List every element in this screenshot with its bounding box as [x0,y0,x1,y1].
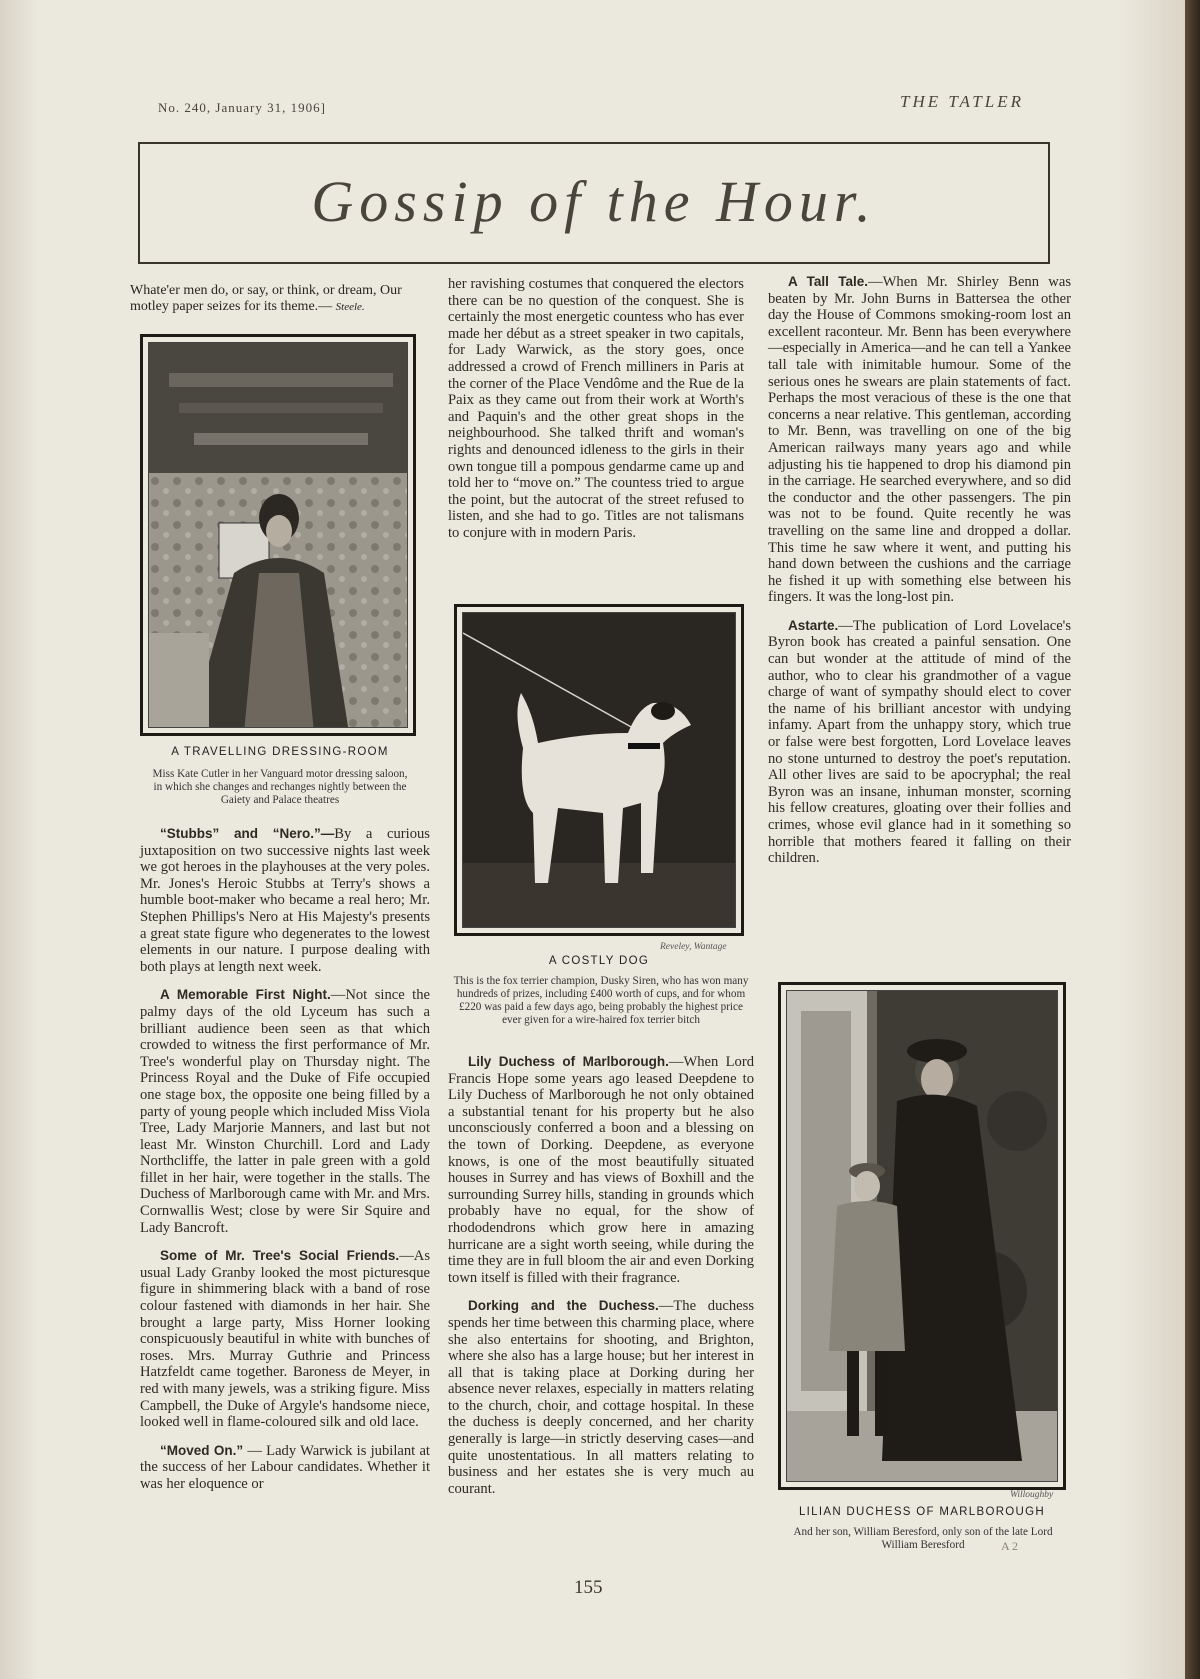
caption-dog: This is the fox terrier champion, Dusky Siren, who has won many hundreds of prizes, including £400 worth of cups, and for whom £220 was paid a few days ago, being probably the highest price ever given for a wire-haired fox terrier bitch [453,975,749,1026]
photo-duchess [778,982,1066,1490]
motto [130,283,430,315]
caption-title-duchess: LILIAN DUCHESS OF MARLBOROUGH [798,1506,1045,1518]
signature-mark: A 2 [1001,1539,1019,1553]
caption-dressing-room: Miss Kate Cutler in her Vanguard motor dressing saloon, in which she changes and rechanges nightly between the Gaiety and Palace theatres [152,768,408,806]
article-dorking: Dorking and the Duchess.—The duchess spends her time between this charming place, where she also entertains for shooting, and Brighton, where she also has a large house; but her interest in all that is taking place at Dorking during her absence never relaxes, especially in matters relating to the church, choir, and cottage hospital. In these the duchess is deeply concerned, and her charity generally is large—in strictly deserving cases—and quite unostentatious. In all matters relating to business and her estates she is very much au courant. [448,1298,754,1497]
article-lily-duchess: Lily Duchess of Marlborough.—When Lord Francis Hope some years ago leased Deepdene to Lily Duchess of Marlborough he not only obtained a substantial tenant for his property but he also unconsciously conferred a boon and a blessing on the town of Dorking. Deepdene, as everyone knows, is one of the most beautifully situated houses in Surrey and has views of Boxhill and the surrounding Surrey hills, standing in grounds which probably have no equal, for the show of rhododendrons which grow here in amazing hurricane are a sight worth seeing, while during the time they are in full bloom the air and even Dorking town itself is filled with their fragrance. [448,1054,754,1286]
article-astarte: Astarte.—The publication of Lord Lovelace's Byron book has created a painful sensation. One can but wonder at the attitude of mind of the author, who to clear his grandmother of a vague charge of want of sympathy should elect to cover the name of his brilliant ancestor with undying infamy. Apart from the unhappy story, which true or false were best forgotten, Lord Lovelace leaves no stone unturned to destroy the poet's reputation. All other lives are said to be apocryphal; the real Byron was an insane, inhuman monster, scorning his fellow creatures, gloating over their follies and crimes, whose evil glance had in it something so horrible that mothers feared it falling on their children. [768,617,1071,867]
caption-duchess: And her son, William Beresford, only son of the late Lord William Beresford [793,1526,1053,1551]
dressing-room-image [149,343,408,728]
page-number: 155 [574,1577,603,1598]
binding-edge [1185,0,1200,1679]
motto-line: Whate'er men do, or say, or think, or dream, Our motley paper seizes for its theme.— [130,283,402,314]
column-3 [768,274,1071,879]
dog-image [463,613,736,928]
column-1 [140,826,430,1505]
magazine-name: THE TATLER [900,92,1024,111]
credit-dog: Reveley, Wantage [660,942,727,952]
article-first-night: A Memorable First Night.—Not since the palmy days of the old Lyceum has such a brilliant audience been seen as that which crowded to witness the first performance of Mr. Tree's wonderful play on Thursday night. The Princess Royal and the Duke of Fife occupied one stage box, the opposite one being filled by a party of young people which included Miss Viola Tree, Lady Marjorie Manners, and last but not least Mr. Winston Churchill. Lord and Lady Northcliffe, the latter in pale green with a gold fillet in her hair, were together in the stalls. The Duchess of Marlborough came with Mr. and Mrs. Cornwallis West; close by were Sir Squire and Lady Bancroft. [140,987,430,1236]
column-2-bottom [448,1054,754,1509]
issue-line: No. 240, January 31, 1906] [158,100,326,115]
article-social-friends: Some of Mr. Tree's Social Friends.—As usual Lady Granby looked the most picturesque figure in shimmering black with a band of rose colour fastened with diamonds in her hair. She brought a large party, Miss Horner looking conspicuously beautiful in white with bunches of roses. Mrs. Murray Guthrie and Princess Hatzfeldt came together. Baroness de Meyer, in red with many jewels, was a striking figure. Miss Campbell, the Duke of Argyle's handsome niece, looked well in flame-coloured silk and old lace. [140,1248,430,1431]
article-moved-on-continued: her ravishing costumes that conquered the electors there can be no question of the conquest. She is certainly the most energetic countess who has ever made her début as a street speaker in two capitals, for Lady Warwick, as the story goes, once addressed a crowd of French milliners in Paris at the corner of the Place Vendôme and the Rue de la Paix as they came out from their work at Worth's and Paquin's and the other great shops in the neighbourhood. She talked thrift and woman's rights and denounced idleness to the girls in their own tongue till a pompous gendarme came up and told her to “move on.” The countess tried to argue the point, but the autocrat of the street refused to listen, and she had to go. Titles are not talismans to conjure with in modern Paris. [448,276,744,541]
caption-title-dog: A COSTLY DOG [548,955,650,967]
caption-title-dressing-room: A TRAVELLING DRESSING-ROOM [171,746,389,758]
column-2-top [448,276,744,554]
duchess-image [787,991,1058,1482]
title-box [138,142,1050,264]
photo-dressing-room [140,334,416,736]
motto-attribution: Steele. [335,301,365,313]
credit-duchess: Willoughby [1010,1490,1054,1500]
article-moved-on: “Moved On.” — Lady Warwick is jubilant at the success of her Labour candidates. Whether it was her eloquence or [140,1442,430,1492]
article-stubbs: “Stubbs” and “Nero.”—By a curious juxtaposition on two successive nights last week we got heroes in the playhouses at the very poles. Mr. Jones's Heroic Stubbs at Terry's shows a humble boot-maker who became a real hero; Mr. Stephen Phillips's Nero at His Majesty's presents a great state figure who degenerates to the lowest elements in our nature. I purpose dealing with both plays at length next week. [140,826,430,975]
article-tall-tale: A Tall Tale.—When Mr. Shirley Benn was beaten by Mr. John Burns in Battersea the other day the House of Commons smoking-room lost an excellent raconteur. Mr. Benn has been everywhere—especially in America—and he can tell a Yankee tall tale with inimitable humour. Some of the serious ones he swears are plain statements of fact. Perhaps the most veracious of these is the one that concerns a near relative. This gentleman, according to Mr. Benn, was travelling on one of the big American railways many years ago and while adjusting his tie happened to drop his diamond pin in the carriage. He searched everywhere, and so did the conductor and the other passengers. The pin was not to be found. Quite recently he was travelling on the same line and dropped a dollar. This time he saw where it went, and putting his hand down between the cushions and the carriage he fished it up with something else between his fingers. It was the long-lost pin. [768,274,1072,606]
photo-dog [454,604,744,936]
page-title: Gossip of the Hour. [311,169,877,234]
